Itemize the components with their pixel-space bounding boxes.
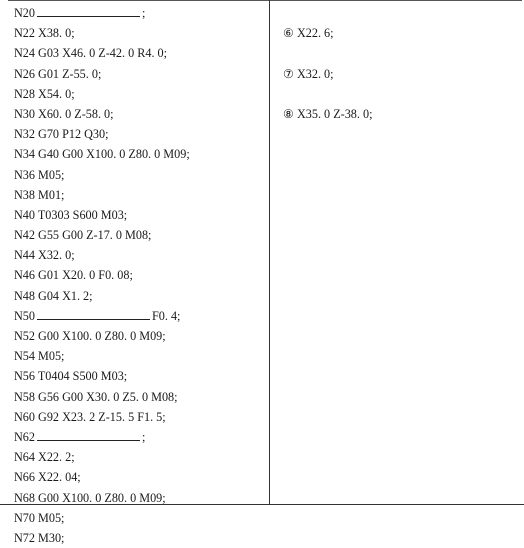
program-line-text: N42 G55 G00 Z-17. 0 M08; [14, 228, 152, 243]
fill-in-blank [37, 309, 150, 320]
program-line-text: N48 G04 X1. 2; [14, 288, 93, 303]
program-line [14, 64, 264, 84]
program-line [14, 508, 264, 528]
program-line [14, 326, 264, 346]
program-line [14, 286, 264, 306]
program-line-text: N62 [14, 429, 35, 444]
program-line-text: N32 G70 P12 Q30; [14, 127, 109, 142]
program-line-suffix: ; [142, 6, 146, 20]
program-line [14, 104, 264, 124]
program-line-text: N44 X32. 0; [14, 248, 75, 263]
program-line-text: N50 [14, 308, 35, 323]
program-line [14, 467, 264, 487]
program-line [14, 346, 264, 366]
program-line-text: N46 G01 X20. 0 F0. 08; [14, 268, 133, 283]
program-line-text: N58 G56 G00 X30. 0 Z5. 0 M08; [14, 389, 178, 404]
program-line-text: N22 X38. 0; [14, 26, 75, 41]
top-border [8, 0, 522, 1]
program-line [14, 23, 264, 43]
program-line-text: N70 M05; [14, 510, 65, 525]
program-line [14, 185, 264, 205]
program-line-text: N26 G01 Z-55. 0; [14, 66, 102, 81]
column-divider [269, 0, 270, 504]
program-line-text: N54 M05; [14, 349, 65, 364]
program-line-text: N56 T0404 S500 M03; [14, 369, 128, 384]
program-line [14, 144, 264, 164]
program-line-text: N30 X60. 0 Z-58. 0; [14, 106, 114, 121]
program-line [14, 225, 264, 245]
program-line-text: N24 G03 X46. 0 Z-42. 0 R4. 0; [14, 46, 168, 61]
program-line [14, 205, 264, 225]
program-line [14, 245, 264, 265]
fill-in-blank [37, 430, 140, 441]
program-line [14, 407, 264, 427]
program-line [14, 3, 264, 23]
program-line-text: N36 M05; [14, 167, 65, 182]
program-line [14, 447, 264, 467]
answer-item: ⑧ X35. 0 Z-38. 0; [283, 107, 373, 121]
program-line-text: N34 G40 G00 X100. 0 Z80. 0 M09; [14, 147, 190, 162]
program-line-text: N40 T0303 S600 M03; [14, 207, 128, 222]
program-line [14, 387, 264, 407]
program-line [14, 488, 264, 508]
program-line-text: N64 X22. 2; [14, 450, 75, 465]
answer-item: ⑦ X32. 0; [283, 66, 334, 81]
program-line [14, 43, 264, 63]
program-line-text: N52 G00 X100. 0 Z80. 0 M09; [14, 329, 166, 343]
program-line [14, 306, 264, 326]
answer-item: ⑥ X22. 6; [283, 26, 334, 41]
program-line-text: N72 M30; [14, 530, 65, 545]
program-line [14, 265, 264, 285]
program-line-suffix: ; [142, 429, 146, 444]
program-line [14, 165, 264, 185]
program-line-text: N68 G00 X100. 0 Z80. 0 M09; [14, 490, 166, 505]
program-line-text: N60 G92 X23. 2 Z-15. 5 F1. 5; [14, 409, 166, 424]
program-line-suffix: F0. 4; [152, 308, 181, 323]
program-line [14, 124, 264, 144]
program-line [14, 528, 264, 548]
program-line-text: N38 M01; [14, 187, 65, 202]
program-line-text: N20 [14, 6, 35, 20]
program-line-text: N28 X54. 0; [14, 86, 75, 101]
program-line-text: N66 X22. 04; [14, 470, 81, 485]
program-line [14, 84, 264, 104]
program-line [14, 366, 264, 386]
program-line [14, 427, 264, 447]
fill-in-blank [37, 6, 140, 17]
program-listing [14, 3, 264, 548]
